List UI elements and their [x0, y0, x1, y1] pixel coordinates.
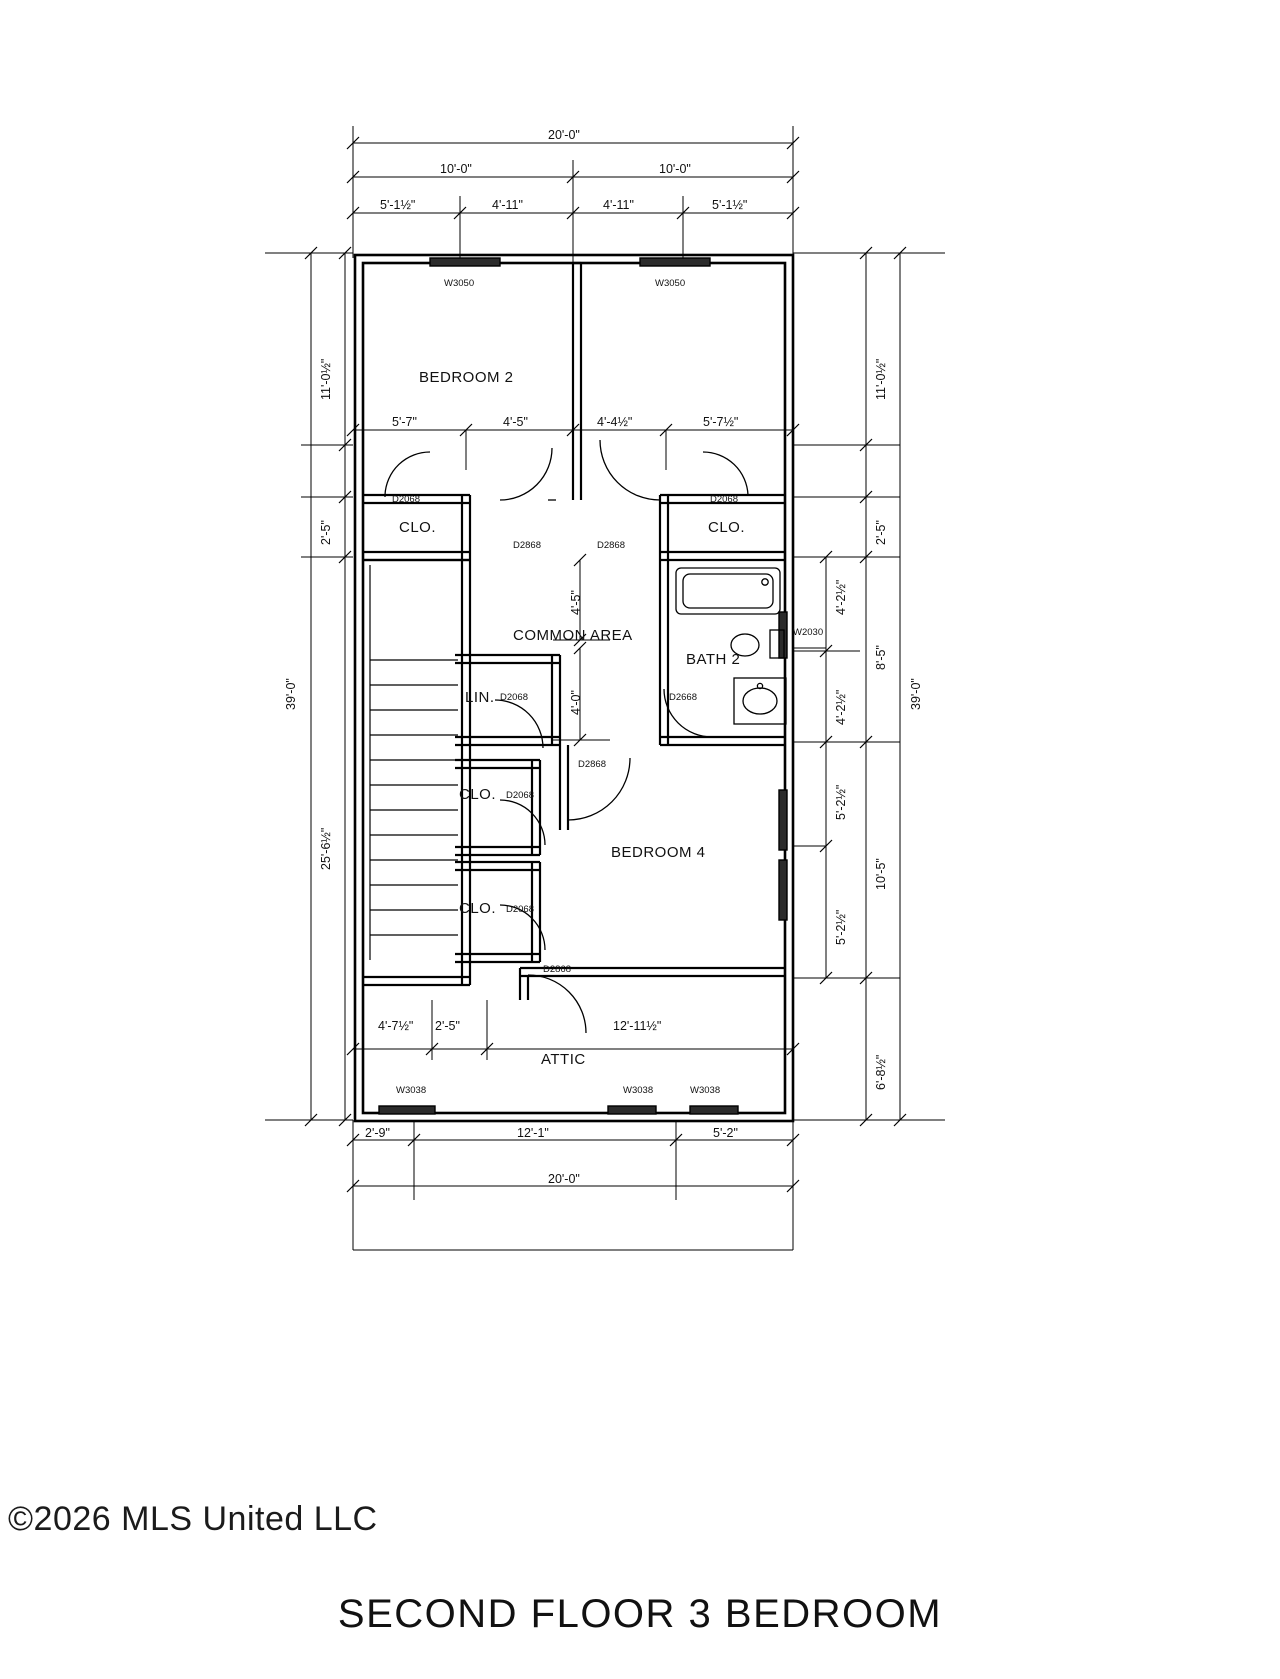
door-tag-d3: D2868: [513, 540, 541, 551]
dim-int-a: 5'-7": [392, 415, 417, 429]
dim-left-overall: 39'-0": [284, 678, 298, 710]
dim-bottom-a: 4'-7½": [378, 1019, 414, 1033]
copyright-notice: ©2026 MLS United LLC: [8, 1500, 378, 1538]
dim-left-a: 11'-0½": [319, 358, 333, 400]
door-tag-d8: D2068: [506, 790, 534, 801]
room-label-attic: ATTIC: [541, 1051, 586, 1068]
room-label-closet-mid-upper: CLO.: [459, 786, 497, 803]
room-label-linen: LIN.: [465, 689, 495, 706]
dim-top-d: 5'-1½": [712, 198, 748, 212]
dim-right-inner-b: 4'-2½": [834, 689, 848, 725]
dim-right-c: 8'-5": [874, 645, 888, 670]
window-tag-w1: W3050: [444, 278, 475, 289]
dim-right-e: 6'-8½": [874, 1054, 888, 1090]
door-tag-d6: D2668: [669, 692, 697, 703]
dim-bottom2-b: 12'-1": [517, 1126, 549, 1140]
room-label-bedroom2: BEDROOM 2: [419, 369, 514, 386]
dim-top-a: 5'-1½": [380, 198, 416, 212]
dim-right-inner-a: 4'-2½": [834, 579, 848, 615]
dim-bottom2-a: 2'-9": [365, 1126, 390, 1140]
dim-top-left-half: 10'-0": [440, 162, 472, 176]
dim-right-overall: 39'-0": [909, 678, 923, 710]
door-tag-d5: D2068: [500, 692, 528, 703]
window-tag-w5: W3038: [623, 1085, 654, 1096]
dim-top-b: 4'-11": [492, 198, 523, 212]
dim-bottom-b: 2'-5": [435, 1019, 460, 1033]
dim-right-inner-c: 5'-2½": [834, 784, 848, 820]
window-tag-w3: W2030: [793, 627, 824, 638]
dim-top-overall: 20'-0": [548, 128, 580, 142]
room-label-common-area: COMMON AREA: [513, 627, 633, 644]
door-tag-d7: D2868: [578, 759, 606, 770]
room-label-closet-right: CLO.: [708, 519, 746, 536]
dim-right-b: 2'-5": [874, 520, 888, 545]
dim-right-a: 11'-0½": [874, 358, 888, 400]
room-label-closet-mid-lower: CLO.: [459, 900, 497, 917]
dim-top-right-half: 10'-0": [659, 162, 691, 176]
dim-bottom-overall: 20'-0": [548, 1172, 580, 1186]
dim-int-b: 4'-5": [503, 415, 528, 429]
window-tag-w2: W3050: [655, 278, 686, 289]
dim-bottom2-c: 5'-2": [713, 1126, 738, 1140]
door-tag-d1: D2068: [392, 494, 420, 505]
room-label-bedroom4: BEDROOM 4: [611, 844, 706, 861]
dim-left-c: 25'-6½": [319, 827, 333, 870]
window-tag-w4: W3038: [396, 1085, 427, 1096]
door-tag-d2: D2068: [710, 494, 738, 505]
window-tag-w6: W3038: [690, 1085, 721, 1096]
sheet-title: SECOND FLOOR 3 BEDROOM: [337, 1592, 943, 1636]
dim-int-c: 4'-4½": [597, 415, 633, 429]
dim-center-b: 4'-0": [569, 690, 583, 715]
dim-top-c: 4'-11": [603, 198, 634, 212]
room-label-closet-left: CLO.: [399, 519, 437, 536]
dim-bottom-c: 12'-11½": [613, 1019, 662, 1033]
room-label-bath2: BATH 2: [686, 651, 741, 668]
dim-right-d: 10'-5": [874, 858, 888, 890]
door-tag-d9: D2068: [506, 904, 534, 915]
dim-int-d: 5'-7½": [703, 415, 739, 429]
door-tag-d4: D2868: [597, 540, 625, 551]
dim-left-b: 2'-5": [319, 520, 333, 545]
door-tag-d10: D2868: [543, 964, 571, 975]
dim-center-a: 4'-5": [569, 590, 583, 615]
dim-right-inner-d: 5'-2½": [834, 909, 848, 945]
